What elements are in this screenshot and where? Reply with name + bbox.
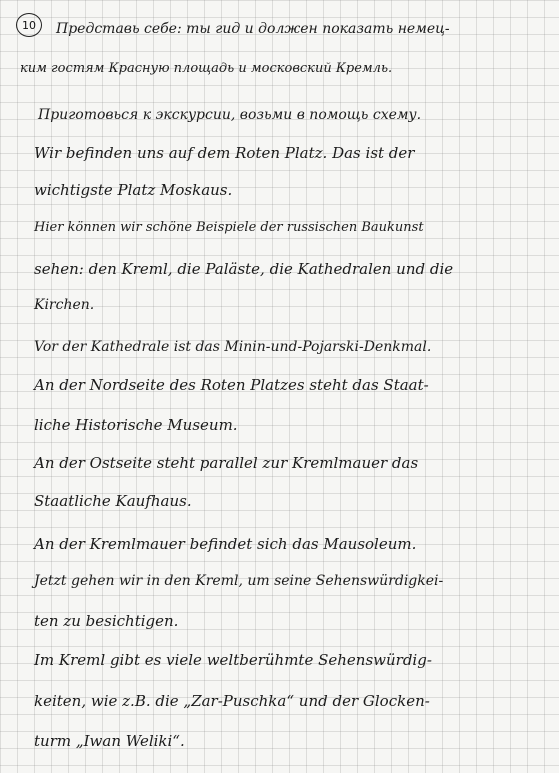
text-line-6: Kirchen. [34,297,95,313]
text-line-9: liche Historische Museum. [34,416,238,434]
text-line-11: Staatliche Kaufhaus. [34,492,192,510]
text-line-14: ten zu besichtigen. [34,612,179,630]
text-line-3: wichtigste Platz Moskaus. [34,181,233,199]
text-line-17: turm „Iwan Weliki“. [34,732,185,750]
exercise-number: 10 [22,18,36,32]
prompt-line-2: ким гостям Красную площадь и московский Кремль. [20,61,393,76]
text-line-8: An der Nordseite des Roten Platzes steht das Staat- [34,376,429,394]
text-line-13: Jetzt gehen wir in den Kreml, um seine Sehenswürdigkei- [34,573,444,589]
prompt-line-1: Представь себе: ты гид и должен показать немец- [56,21,450,37]
exercise-number-circle [16,13,42,37]
text-line-12: An der Kremlmauer befindet sich das Mausoleum. [34,535,417,553]
text-line-16: keiten, wie z.B. die „Zar-Puschka“ und der Glocken- [34,692,430,710]
text-line-7: Vor der Kathedrale ist das Minin-und-Pojarski-Denkmal. [34,339,432,355]
text-line-4: Hier können wir schöne Beispiele der russischen Baukunst [34,220,424,235]
text-line-1: Приготовься к экскурсии, возьми в помощь схему. [38,107,422,123]
text-line-10: An der Ostseite steht parallel zur Kremlmauer das [34,454,419,472]
text-line-5: sehen: den Kreml, die Paläste, die Kathedralen und die [34,260,454,278]
text-line-2: Wir befinden uns auf dem Roten Platz. Das ist der [34,144,415,162]
text-line-15: Im Kreml gibt es viele weltberühmte Sehenswürdig- [34,651,432,669]
